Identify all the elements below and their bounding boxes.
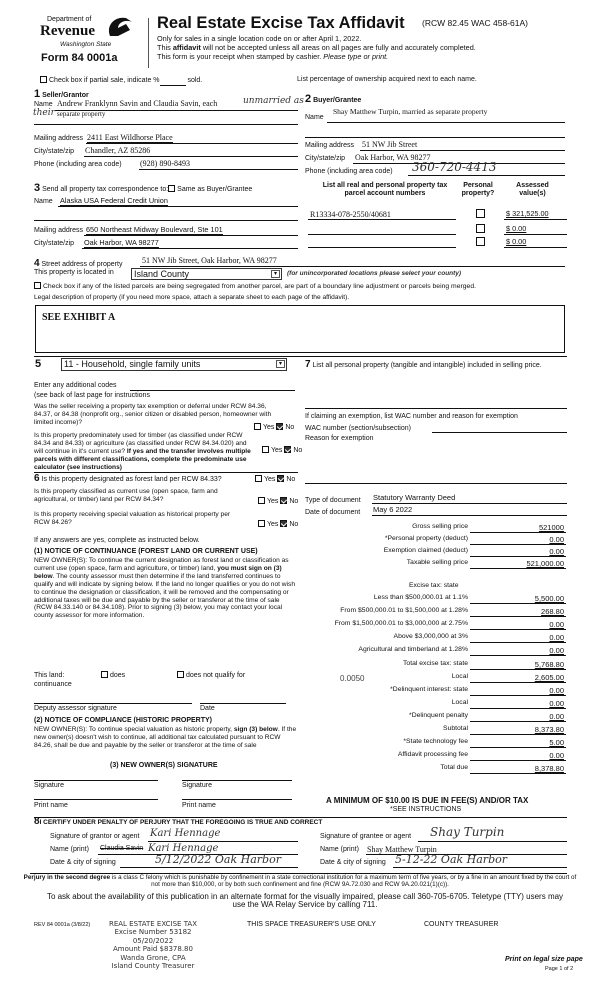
tax-row [300,559,566,570]
wac-label: WAC number (section/subsection) [305,425,411,432]
use-code-select[interactable]: 11 - Household, single family units ▾ [61,358,287,371]
tax-row-value[interactable]: 5.00 [549,738,564,748]
tax-row-value[interactable]: 2,605.00 [534,672,564,682]
grantee-sig-label: Signature of grantee or agent [320,833,412,840]
seller-mail-label: Mailing address [34,135,84,142]
legal-description: SEE EXHIBIT A [42,312,116,323]
buyer-city-label: City/state/zip [305,155,346,162]
this-land-label: This land: [34,672,65,679]
parcel-number[interactable]: R13334-078-2550/40681 [310,210,391,219]
seller-phone[interactable]: (928) 890-8493 [140,159,190,168]
tax-row-value[interactable]: 521,000.00 [526,559,564,568]
corr-city-label: City/state/zip [34,240,75,247]
tax-row [300,535,566,546]
q-exemption-answer[interactable]: Yes No [254,423,294,432]
grantor-name[interactable]: Claudia Savin [100,845,144,852]
notice-continuance-text: NEW OWNER(S): To continue the current designation as forest land or classification as current use (open space, farm and agriculture, or timber) land, you must sign on (3) below. The county assessor must then determine if the land transferred continues to qualify and will indicate by signing below. If the land no longer qualifies or you do not wish to continue the designation or classification, it will be removed and the compensating or additional taxes will be due and payable by the seller or transferor at the time of sale (RCW 84.33.140 or 84.34.108). Prior to signing (3) below, you may contact your local county assessor for more information. [34,557,295,620]
tax-row-line [470,721,566,722]
grantor-name-handwritten: Kari Hennage [148,843,219,854]
print-name-label-1: Print name [34,802,68,809]
sec7-title: 7 List all personal property (tangible and intangible) included in selling price. [305,359,542,370]
tax-row-label: From $1,500,000.01 to $3,000,000 at 2.75% [334,620,468,628]
corr-mail-label: Mailing address [34,227,84,234]
tax-row [300,620,566,631]
tax-row-value[interactable]: 0.00 [549,620,564,630]
corr-name-label: Name [34,198,53,205]
notice-compliance-title: (2) NOTICE OF COMPLIANCE (HISTORIC PROPERTY) [34,717,212,724]
tax-row-label: *Personal property (deduct) [384,535,468,542]
grantor-date-label: Date & city of signing [50,859,116,866]
tax-row [300,712,566,723]
seller-name-line2[interactable]: separate property [57,110,106,118]
seller-name-label: Name [34,101,53,108]
buyer-phone[interactable]: 360-720-4413 [412,160,497,174]
legal-description-box[interactable] [35,305,565,353]
continuance-label: continuance [34,681,72,688]
notice-compliance-text: NEW OWNER(S): To continue special valuation as historic property, sign (3) below. If the new owner(s) doesn't wish to continue, all additional tax calculated pursuant to RCW 84.26, shall be due and payable by the seller or transferor at the time of sale [34,726,297,749]
parcel-header: List all real and personal property tax parcel account numbers [322,182,448,198]
tax-row-label: Above $3,000,000 at 3% [393,633,468,641]
tax-row [300,594,566,605]
tax-row-line [470,568,566,569]
logo-state: Washington State [60,41,112,48]
tax-row-value[interactable]: 0.00 [549,547,564,556]
if-yes-note: If any answers are yes, complete as instructed below. [34,537,200,544]
signature-label-1: Signature [34,782,64,789]
signature-label-2: Signature [182,782,212,789]
sec6-q1: 6 Is this property designated as forest land per RCW 84.33? [34,473,222,484]
tax-row-label: From $500,000.01 to $1,500,000 at 1.28% [340,607,468,615]
county-select[interactable]: Island County ▾ [131,268,282,280]
tax-row-value[interactable]: 0.00 [549,698,564,708]
subtitle-3: This form is your receipt when stamped by cashier. Please type or print. [157,52,389,61]
exemption-note: If claiming an exemption, list WAC number and reason for exemption [305,413,518,420]
grantor-signature[interactable]: Kari Hennage [150,828,221,839]
sec6-q2: Is this property classified as current use (open space, farm and agricultural, or timber) land per RCW 84.34? [34,488,218,503]
tax-row-label: Local [451,698,468,706]
tax-row-line [470,556,566,557]
tax-row [300,646,566,657]
tax-row-line [470,616,566,617]
grantee-signature[interactable]: Shay Turpin [430,825,505,839]
reason-label: Reason for exemption [305,435,374,442]
tax-row-line [470,642,566,643]
tax-row [300,607,566,618]
logo-mark-icon [104,14,136,42]
tax-row-label: Exemption claimed (deduct) [383,547,468,554]
county-treasurer-label: COUNTY TREASURER [424,921,499,928]
tax-row-line [470,760,566,761]
tax-row [300,523,566,534]
doc-type[interactable]: Statutory Warranty Deed [373,493,456,502]
logo-revenue: Revenue [40,23,95,39]
tax-row-line [470,532,566,533]
does-not-checkbox[interactable]: does not qualify for [177,671,245,680]
segregate-checkbox[interactable]: Check box if any of the listed parcels are being segregated from another parcel, are part of a boundary line adjustment or parcels being merged. [34,282,476,291]
deputy-signature-label: Deputy assessor signature [34,705,117,712]
doc-date-label: Date of document [305,509,361,516]
assessed-value[interactable]: $ 0.00 [506,237,527,246]
buyer-name-label: Name [305,114,324,121]
doc-type-label: Type of document [305,497,361,504]
seller-name[interactable]: Andrew Franklynn Savin and Claudia Savin, each [57,99,218,108]
tax-row [300,686,566,697]
personal-property-checkbox[interactable] [476,237,487,248]
tax-row-label: Total excise tax: state [403,659,468,667]
tax-row-label: Agricultural and timberland at 1.28% [358,646,468,654]
grantor-name-label: Name (print) [50,846,89,853]
correspondence-heading: 3 Send all property tax correspondence to: Same as Buyer/Grantee [34,182,253,194]
tax-row [300,547,566,558]
subtitle-2: This affidavit will not be accepted unless all areas on all pages are fully and accurately completed. [157,43,476,52]
treasurer-use-label: THIS SPACE TREASURER'S USE ONLY [247,921,376,928]
tax-row-value[interactable]: 8,373.80 [534,725,564,734]
grantee-date-label: Date & city of signing [320,859,386,866]
seller-name2-handwritten: their [33,108,55,118]
tax-row-value[interactable]: 521000 [538,523,564,532]
tax-row-value[interactable]: 0.00 [549,751,564,761]
street-address[interactable]: 51 NW Jib Street, Oak Harbor, WA 98277 [142,256,277,265]
county-note: (for unincorporated locations please select your county) [287,270,462,277]
print-name-label-2: Print name [182,802,216,809]
local-rate[interactable]: 0.0050 [340,673,365,683]
subtitle-1: Only for sales in a single location code on or after April 1, 2022. [157,34,362,43]
treasurer-stamp: REAL ESTATE EXCISE TAX Excise Number 53182 05/20/2022 Amount Paid $8378.80 Wanda Grone, CPA Island County Treasurer [108,920,198,970]
form-number: Form 84 0001a [41,52,118,64]
q-exemption: Was the seller receiving a property tax exemption or deferral under RCW 84.36, 84.37, or 84.38 (nonprofit org., senior citizen or disabled person, homeowner with limited income)? [34,403,272,426]
doc-date[interactable]: May 6 2022 [373,505,413,514]
tax-row-label: Local [451,672,468,680]
certify-heading: 8I CERTIFY UNDER PENALTY OF PERJURY THAT THE FOREGOING IS TRUE AND CORRECT [34,816,323,827]
buyer-mail-label: Mailing address [305,142,355,149]
tax-row-line [470,734,566,735]
tax-row [300,738,566,749]
chevron-down-icon: ▾ [276,360,285,368]
tax-row-value[interactable]: 0.00 [549,535,564,544]
tax-row-line [470,669,566,670]
tax-row [300,764,566,775]
new-owner-signature-title: (3) NEW OWNER(S) SIGNATURE [110,762,218,769]
tax-row-label: *Delinquent penalty [409,711,468,719]
tax-row-value[interactable]: 0.00 [549,633,564,643]
tax-row-label: *Delinquent interest: state [390,685,468,693]
assessed-value[interactable]: $ 321,525.00 [506,209,549,218]
logo-dept: Department of [47,16,92,23]
tax-row [300,725,566,736]
corr-name[interactable]: Alaska USA Federal Credit Union [60,196,168,205]
assessed-header: Assessed value(s) [516,182,549,198]
q-timber: Is this property predominately used for timber (as classified under RCW 84.34 and 84.33) or agriculture (as classified under RCW 84.34.020) and will continue in it's current use? If yes and the transfer involves multiple parcels with different classifications, complete the predominate use calculator (see instructions) [34,432,251,471]
legal-label: Legal description of property (if you need more space, attach a separate sheet to each page of the affidavit). [34,294,350,301]
ownership-note: List percentage of ownership acquired next to each name. [297,76,477,83]
buyer-phone-label: Phone (including area code) [305,168,393,175]
tax-row-value[interactable]: 0.00 [549,685,564,695]
tax-row-line [470,695,566,696]
tax-row-line [470,682,566,683]
tax-row-value[interactable]: 5,768.80 [534,659,564,669]
corr-mail[interactable]: 650 Northeast Midway Boulevard, Ste 101 [86,225,223,234]
excise-header: Excise tax: state [409,582,459,589]
located-label: This property is located in [34,269,114,276]
buyer-city[interactable]: Oak Harbor, WA 98277 [355,153,431,162]
buyer-mail[interactable]: 51 NW Jib Street [362,140,418,149]
tax-row-label: Affidavit processing fee [397,751,468,759]
buyer-heading: 2 Buyer/Grantee [305,93,362,105]
personal-property-checkbox[interactable] [476,224,487,235]
corr-city[interactable]: Oak Harbor, WA 98277 [84,238,159,247]
grantor-date[interactable]: 5/12/2022 Oak Harbor [155,853,281,866]
tax-row-value[interactable]: 268.80 [541,607,564,617]
personal-property-checkbox[interactable] [476,209,487,220]
grantee-name[interactable]: Shay Matthew Turpin [367,845,437,854]
seller-phone-label: Phone (including area code) [34,161,122,168]
see-back: (see back of last page for instructions [34,392,150,399]
tax-row-line [470,773,566,774]
rev-number: REV 84 0001a (3/8/22) [34,922,91,928]
tax-row-line [470,655,566,656]
personal-header: Personal property? [461,182,495,198]
seller-city[interactable]: Chandler, AZ 85286 [85,146,151,155]
partial-sale-checkbox[interactable]: Check box if partial sale, indicate % sold. [40,76,202,86]
tax-row-label: Gross selling price [412,523,468,530]
seller-city-label: City/state/zip [34,148,75,155]
tax-row-value[interactable]: 0.00 [549,711,564,721]
tax-row-value[interactable]: 8,378.80 [534,764,564,774]
notice-continuance-title: (1) NOTICE OF CONTINUANCE (FOREST LAND OR CURRENT USE) [34,548,258,555]
tax-row-line [470,544,566,545]
sec5-num: 5 [35,358,42,370]
tax-row-line [470,747,566,748]
forest-answer[interactable]: Yes No [255,475,295,484]
tax-row-label: Less than $500,000.01 at 1.1% [373,594,468,601]
tax-row-value[interactable]: 0.00 [549,646,564,656]
page-number: Page 1 of 2 [545,966,574,972]
q-timber-answer[interactable]: Yes No [262,446,302,455]
tax-row-value[interactable]: 5,500.00 [534,594,564,603]
street-label: 4 Street address of property [34,258,123,269]
grantor-sig-label: Signature of grantor or agent [50,833,140,840]
tax-row [300,673,566,684]
sec6-q3: Is this property receiving special valuation as historical property per RCW 84.26? [34,511,231,526]
tax-row [300,633,566,644]
grantee-name-label: Name (print) [320,846,359,853]
seller-name-handwritten: unmarried as [243,96,304,106]
does-checkbox[interactable]: does [101,671,125,680]
chevron-down-icon: ▾ [271,270,280,278]
historical-answer[interactable]: Yes No [258,520,298,529]
page-title: Real Estate Excise Tax Affidavit [157,14,405,32]
current-use-answer[interactable]: Yes No [258,497,298,506]
tax-row [300,660,566,671]
tax-row [300,699,566,710]
tax-row-line [470,629,566,630]
legal-size-note: Print on legal size pape [505,956,583,963]
tax-row-line [470,708,566,709]
see-instructions: *SEE INSTRUCTIONS [390,806,462,813]
alt-format-notice: To ask about the availability of this publication in an alternate format for the visually impaired, please call 360-705-6705. Teletype (TTY) users may use the WA Relay Service by calling 711. [46,892,564,910]
add-codes-label: Enter any additional codes [34,382,117,389]
assessed-value[interactable]: $ 0.00 [506,224,527,233]
tax-row-label: Subtotal [443,725,468,732]
tax-row-label: *State technology fee [403,738,468,746]
buyer-name[interactable]: Shay Matthew Turpin, married as separate property [333,107,488,116]
seller-heading: 1 Seller/Grantor [34,88,89,100]
tax-row [300,751,566,762]
minimum-due-note: A MINIMUM OF $10.00 IS DUE IN FEE(S) AND/OR TAX [326,796,529,805]
grantee-date[interactable]: 5-12-22 Oak Harbor [395,853,507,866]
title-ref: (RCW 82.45 WAC 458-61A) [422,18,528,28]
tax-row-label: Taxable selling price [406,559,468,566]
perjury-notice: Perjury in the second degree is a class C felony which is punishable by confinement in a state correctional institution for a maximum term of five years, or by a fine in an amount fixed by the court of not more than $10,000, or by both such confinement and fine (RCW 9A.72.030 and RCW 9A.20.021(1)(c)). [23,874,577,889]
header-divider [148,18,149,68]
seller-mail[interactable]: 2411 East Wildhorse Place [87,133,173,142]
tax-row-label: Total due [440,764,468,772]
deputy-date-label: Date [200,705,215,712]
tax-row-line [470,603,566,604]
